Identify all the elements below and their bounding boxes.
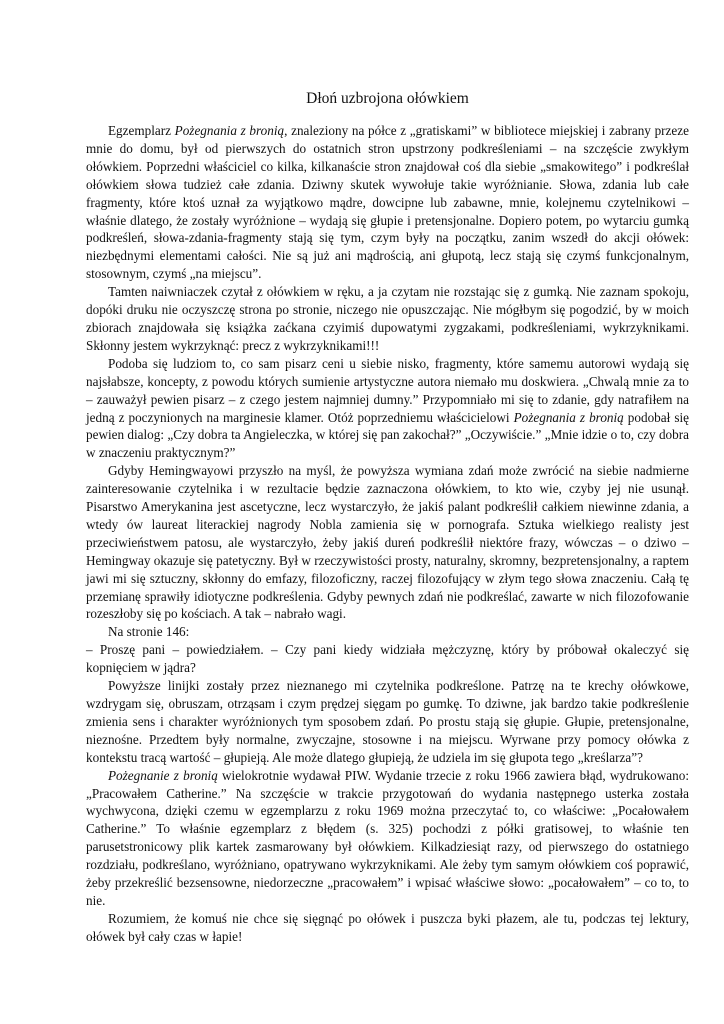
paragraph-3-text-a: Podoba się ludziom to, co sam pisarz ceni u siebie nisko, fragmenty, które samemu autorowi wydają się najsłabsze, koncepty, z powodu których sumienie artystyczne autora niemało mu doskwiera. „Chwalą mnie za to – zauważył pewien pisarz – z czego jestem najmniej dumny.” Przypomniało mi się to zdanie, gdy natrafiłem na jedną z poczynionych na marginesie klamer. Otóż poprzedniemu właścicielowi: [86, 355, 689, 425]
paragraph-8-text-b: wielokrotnie wydawał PIW. Wydanie trzecie z roku 1966 zawiera błąd, wydrukowano: „Pracowałem Catherine.” Na szczęście w trakcie przygotowań do wydania następnego usterka została wychwycona, dzięki czemu w egzemplarzu z roku 1969 można przeczytać to, co właściwe: „Pocałowałem Catherine.” To właśnie egzemplarz z błędem (s. 325) pochodzi z półki gratisowej, to właśnie ten parusetstronicowy plik kartek zasmarowany był ołówkiem. Kilkadziesiąt razy, od pierwszego do ostatniego rozdziału, podkreślano, wyróżniano, opatrywano wykrzyknikami. Ale żeby tym samym ołówkiem coś poprawić, żeby przekreślić bezsensowne, niedorzeczne „pracowałem” i wpisać właściwe słowo: „pocałowałem” – co to, to nie.: [86, 767, 689, 908]
document-body: [86, 122, 689, 946]
book-title-italic: Pożegnania z bronią: [513, 409, 624, 425]
paragraph-6-dialogue: – Proszę pani – powiedziałem. – Czy pani kiedy widziała mężczyznę, który by próbował okaleczyć się kopnięciem w jądra?: [86, 642, 689, 676]
paragraph-1: [86, 122, 689, 283]
book-title-italic: Pożegnania z bronią: [174, 123, 285, 138]
paragraph-5: Na stronie 146:: [108, 624, 190, 640]
paragraph-4: Gdyby Hemingwayowi przyszło na myśl, że powyższa wymiana zdań może zwrócić na siebie nadmierne zainteresowanie czytelnika i w rezultacie będzie zaznaczona ołówkiem, to kto wie, czyby jej nie usunął. Pisarstwo Amerykanina jest ascetyczne, lecz wystarczyło, że jakiś palant podkreślił całkiem niewinne zdania, a wtedy ów laureat literackiej nagrody Nobla zamienia się w pornografa. Sztuka wielkiego realisty jest przeciwieństwem patosu, ale wystarczyło, żeby jakiś dureń podkreślił niektóre frazy, wówczas – o dziwo – Hemingway okazuje się patetyczny. Był w rzeczywistości prosty, naturalny, skromny, bezpretensjonalny, a raptem jawi mi się sztuczny, skłonny do emfazy, filozoficzny, raczej filozofujący w złym tego słowa znaczeniu. Całą tę przemianę sprawiły idiotyczne podkreślenia. Gdyby pewnych zdań nie podkreślać, zawarte w nich filozofowanie rozeszłoby się po kościach. A tak – nabrało wagi.: [86, 463, 689, 622]
paragraph-1-text-c: , znaleziony na półce z „gratiskami” w bibliotece miejskiej i zabrany przeze mnie do domu, był od pierwszych do ostatnich stron upstrzony podkreśleniami – na szczęście zwykłym ołówkiem. Poprzedni właściciel co kilka, kilkanaście stron znajdował coś dla siebie „smakowitego” i podkreślał ołówkiem słowa tudzież całe zdania. Dziwny skutek wywołuje takie wyróżnianie. Słowa, zdania lub całe fragmenty, które ktoś uznał za wyjątkowo mądre, dowcipne lub zabawne, mnie, kolejnemu czytelnikowi – właśnie dlatego, że zostały wyróżnione – wydają się głupie i pretensjonalne. Dopiero potem, po wytarciu gumką podkreśleń, słowa-zdania-fragmenty stają się tym, czym były na początku, zanim wszedł do akcji ołówek: niezbędnymi elementami całości. Nie są już ani mądrością, ani głupotą, lecz stają się czymś funkcjonalnym, stosownym, czymś „na miejscu”.: [86, 123, 689, 282]
paragraph-1-text-a: Egzemplarz: [108, 123, 175, 138]
paragraph-7: Powyższe linijki zostały przez nieznanego mi czytelnika podkreślone. Patrzę na te krechy ołówkowe, wzdrygam się, obruszam, otrząsam i czym prędzej sięgam po gumkę. To dziwne, jak bardzo takie podkreślenie zmienia sens i charakter wyróżnionych tym sposobem zdań. Po prostu stają się głupie. Głupie, pretensjonalne, nieznośne. Przedtem były normalne, zwyczajne, stosowne i na miejscu. Wyrwane przy pomocy ołówka z kontekstu tracą wartość – głupieją. Ale może dlatego głupieją, że udziela im się głupota tego „kreślarza”?: [86, 678, 689, 765]
paragraph-8: [86, 767, 689, 910]
paragraph-3-text-c: podobał się pewien dialog: „Czy dobra ta Angieleczka, w której się pan zakochał?” „Oczywiście.” „Mnie idzie o to, czy dobra w znaczeniu praktycznym?”: [86, 409, 689, 461]
paragraph-2: Tamten naiwniaczek czytał z ołówkiem w ręku, a ja czytam nie rozstając się z gumką. Nie zaznam spokoju, dopóki druku nie oczyszczę strona po stronie, niczego nie opuszczając. Nie mógłbym się pogodzić, by w moich zbiorach znajdowała się książka zaćkana czyimiś dupowatymi zygzakami, podkreśleniami, wykrzyknikami. Skłonny jestem wykrzyknąć: precz z wykrzyknikami!!!: [86, 284, 689, 353]
document-page: [86, 90, 689, 946]
document-title: Dłoń uzbrojona ołówkiem: [306, 90, 469, 107]
paragraph-3: [86, 355, 689, 462]
paragraph-9: Rozumiem, że komuś nie chce się sięgnąć po ołówek i puszcza byki płazem, ale tu, podczas tej lektury, ołówek był cały czas w łapie!: [86, 910, 689, 944]
book-title-italic: Pożegnanie z bronią: [108, 767, 218, 783]
